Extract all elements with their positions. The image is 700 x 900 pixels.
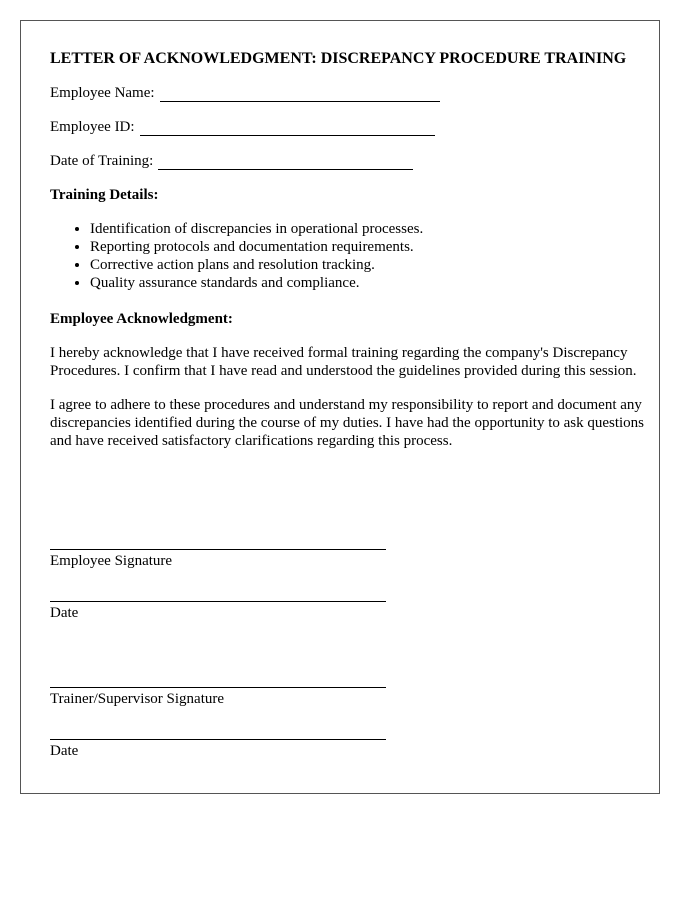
trainer-date-line[interactable] bbox=[50, 739, 386, 740]
list-item: • Identification of discrepancies in operational processes. bbox=[90, 220, 650, 238]
training-details-heading: Training Details: bbox=[50, 187, 159, 203]
list-item: • Reporting protocols and documentation requirements. bbox=[90, 238, 650, 256]
trainer-date-label: Date bbox=[50, 743, 79, 759]
employee-signature-block bbox=[50, 549, 650, 570]
employee-name-label: Employee Name: bbox=[50, 85, 155, 101]
acknowledgment-heading: Employee Acknowledgment: bbox=[50, 311, 233, 327]
employee-date-label: Date bbox=[50, 605, 79, 621]
employee-id-field bbox=[50, 118, 650, 136]
list-item: • Quality assurance standards and compliance. bbox=[90, 274, 650, 292]
letter-title: LETTER OF ACKNOWLEDGMENT: DISCREPANCY PROCEDURE TRAINING bbox=[50, 50, 627, 67]
letter-content bbox=[50, 46, 650, 759]
employee-name-field bbox=[50, 84, 650, 102]
trainer-signature-line[interactable] bbox=[50, 687, 386, 688]
employee-signature-line[interactable] bbox=[50, 549, 386, 550]
list-item: • Corrective action plans and resolution tracking. bbox=[90, 256, 650, 274]
trainer-date-block bbox=[50, 739, 650, 760]
employee-signature-label: Employee Signature bbox=[50, 553, 173, 569]
employee-date-line[interactable] bbox=[50, 601, 386, 602]
trainer-signature-label: Trainer/Supervisor Signature bbox=[50, 691, 225, 707]
training-date-label: Date of Training: bbox=[50, 153, 154, 169]
letter-document bbox=[20, 20, 660, 794]
employee-id-label: Employee ID: bbox=[50, 119, 135, 135]
employee-date-block bbox=[50, 601, 650, 622]
training-details-list bbox=[50, 220, 650, 292]
trainer-signature-block bbox=[50, 687, 650, 708]
employee-id-line[interactable] bbox=[140, 121, 435, 136]
acknowledgment-paragraph-1: I hereby acknowledge that I have received formal training regarding the company's Discrepancy Procedures. I confirm that I have read and understood the guidelines provided during this session. bbox=[50, 345, 637, 379]
acknowledgment-paragraph-2: I agree to adhere to these procedures and understand my responsibility to report and document any discrepancies identified during the course of my duties. I have had the opportunity to ask questions and have received satisfactory clarifications regarding this process. bbox=[50, 397, 645, 449]
training-date-line[interactable] bbox=[158, 155, 413, 170]
employee-name-line[interactable] bbox=[160, 87, 440, 102]
training-date-field bbox=[50, 152, 650, 170]
